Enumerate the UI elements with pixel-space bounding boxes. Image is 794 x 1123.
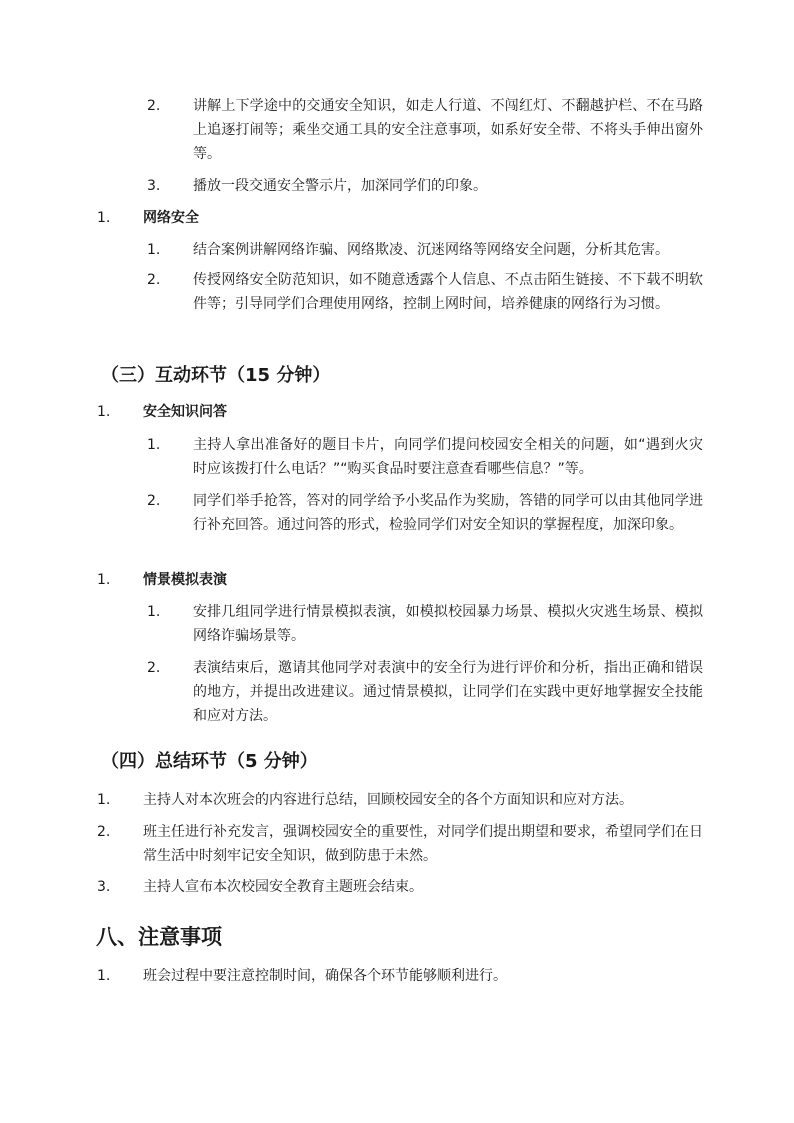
section-heading-summary: （四）总结环节（5 分钟） <box>101 751 318 772</box>
list-number: 1. <box>97 572 111 588</box>
list-number: 2. <box>147 272 161 288</box>
list-text: 传授网络安全防范知识，如不随意透露个人信息、不点击陌生链接、不下载不明软件等；引导同学们合理使用网络，控制上网时间，培养健康的网络行为习惯。 <box>193 272 703 312</box>
subsection-title: 网络安全 <box>143 210 199 226</box>
list-text: 播放一段交通安全警示片，加深同学们的印象。 <box>193 178 487 194</box>
list-number: 1. <box>147 242 161 258</box>
list-text: 班主任进行补充发言，强调校园安全的重要性，对同学们提出期望和要求，希望同学们在日常生活中时刻牢记安全知识，做到防患于未然。 <box>143 824 703 864</box>
list-text: 同学们举手抢答，答对的同学给予小奖品作为奖励，答错的同学可以由其他同学进行补充回答。通过问答的形式，检验同学们对安全知识的掌握程度，加深印象。 <box>193 493 703 533</box>
list-number: 2. <box>147 660 161 676</box>
list-text: 主持人对本次班会的内容进行总结，回顾校园安全的各个方面知识和应对方法。 <box>143 792 633 808</box>
list-text: 结合案例讲解网络诈骗、网络欺凌、沉迷网络等网络安全问题，分析其危害。 <box>193 242 669 258</box>
list-number: 3. <box>97 879 111 895</box>
list-number: 1. <box>97 404 111 420</box>
list-text: 班会过程中要注意控制时间，确保各个环节能够顺利进行。 <box>143 968 507 984</box>
list-number: 1. <box>97 210 111 226</box>
list-number: 1. <box>147 604 161 620</box>
list-number: 2. <box>147 493 161 509</box>
list-text: 讲解上下学途中的交通安全知识，如走人行道、不闯红灯、不翻越护栏、不在马路上追逐打闹等；乘坐交通工具的安全注意事项，如系好安全带、不将头手伸出窗外等。 <box>193 98 703 162</box>
section-heading-notes: 八、注意事项 <box>96 925 222 949</box>
list-number: 1. <box>147 437 161 453</box>
list-text: 主持人拿出准备好的题目卡片，向同学们提问校园安全相关的问题，如“遇到火灾时应该拨打什么电话？”“购买食品时要注意查看哪些信息？”等。 <box>193 437 703 477</box>
subsection-title: 安全知识问答 <box>143 404 227 420</box>
list-text: 主持人宣布本次校园安全教育主题班会结束。 <box>143 879 423 895</box>
list-number: 2. <box>97 824 111 840</box>
list-number: 1. <box>97 968 111 984</box>
section-heading-interactive: （三）互动环节（15 分钟） <box>101 365 331 386</box>
list-number: 3. <box>147 178 161 194</box>
subsection-title: 情景模拟表演 <box>143 572 227 588</box>
list-text: 表演结束后，邀请其他同学对表演中的安全行为进行评价和分析，指出正确和错误的地方，并提出改进建议。通过情景模拟，让同学们在实践中更好地掌握安全技能和应对方法。 <box>193 660 703 724</box>
list-text: 安排几组同学进行情景模拟表演，如模拟校园暴力场景、模拟火灾逃生场景、模拟网络诈骗场景等。 <box>193 604 703 644</box>
list-number: 2. <box>147 98 161 114</box>
list-number: 1. <box>97 792 111 808</box>
